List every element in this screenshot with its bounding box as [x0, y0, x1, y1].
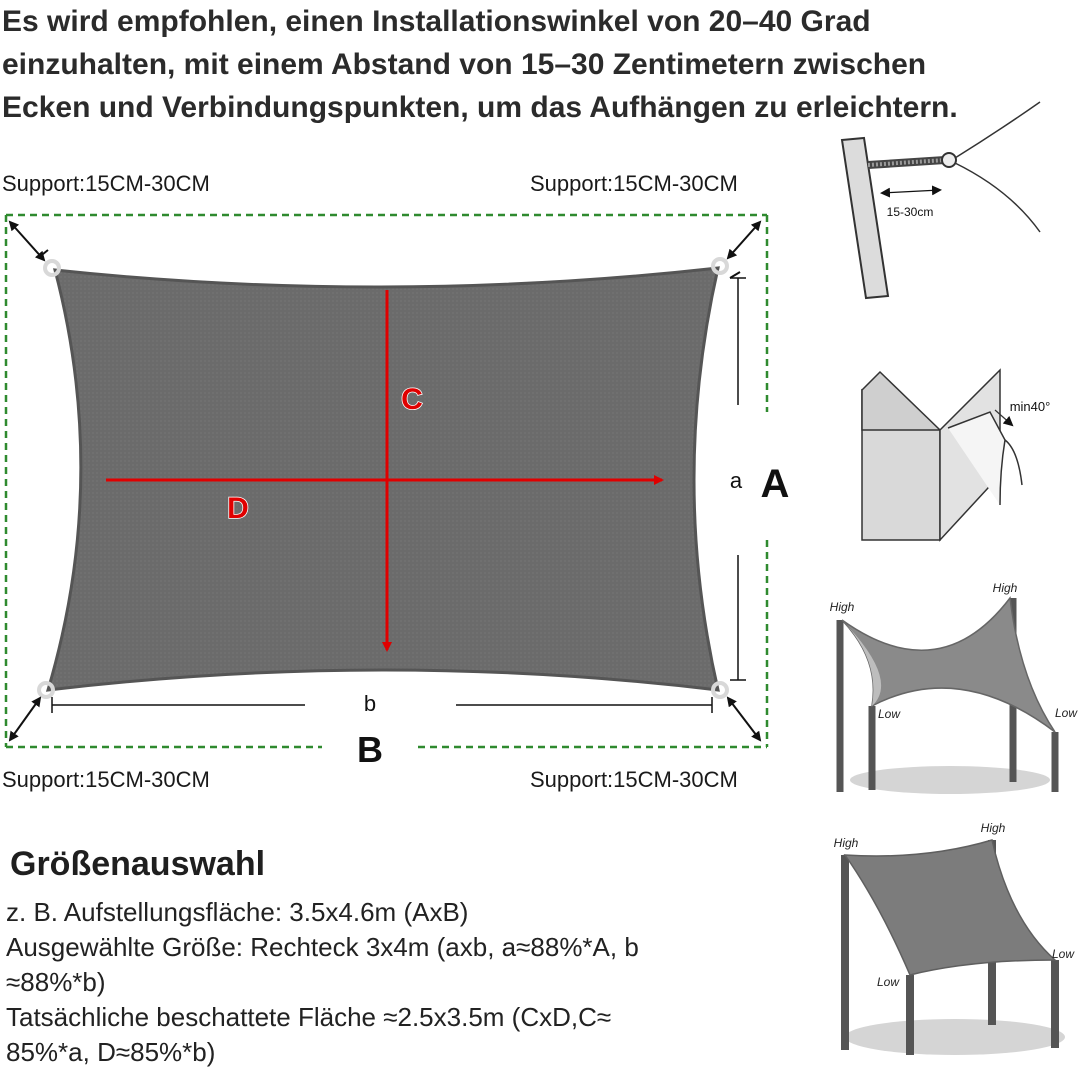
low-label-3: Low: [876, 975, 900, 989]
hypar-illustration-1: [830, 581, 1079, 794]
header-line-2: einzuhalten, mit einem Abstand von 15–30 Zentimetern zwischen: [2, 48, 927, 81]
size-selection-body: [6, 895, 806, 1070]
support-label-bottom-right: Support:15CM-30CM: [530, 767, 738, 792]
low-label-2: Low: [1054, 706, 1078, 720]
size-selection-title: Größenauswahl: [10, 845, 266, 883]
label-c: C: [401, 383, 423, 416]
dimension-b: [52, 697, 712, 713]
angle-label: min40°: [1009, 399, 1051, 414]
size-line-4: Tatsächliche beschattete Fläche ≈2.5x3.5m (CxD,C≈: [6, 1002, 612, 1032]
support-label-top-left: Support:15CM-30CM: [2, 171, 210, 196]
high-label-2: High: [992, 581, 1018, 595]
high-label-1: High: [829, 600, 855, 614]
label-b: b: [363, 691, 377, 716]
high-label-4: High: [980, 821, 1006, 835]
angle-illustration: [862, 370, 1050, 540]
size-line-1: z. B. Aufstellungsfläche: 3.5x4.6m (AxB): [6, 897, 469, 927]
support-label-bottom-left: Support:15CM-30CM: [2, 767, 210, 792]
label-d: D: [227, 492, 249, 525]
size-line-2: Ausgewählte Größe: Rechteck 3x4m (axb, a≈88%*A, b: [6, 932, 639, 962]
label-a: a: [729, 468, 743, 493]
support-label-top-right: Support:15CM-30CM: [530, 171, 738, 196]
size-line-3: ≈88%*b): [6, 967, 106, 997]
header-line-3: Ecken und Verbindungspunkten, um das Aufhängen zu erleichtern.: [2, 91, 958, 124]
hypar-illustration-2: [834, 821, 1076, 1055]
label-B: B: [357, 729, 383, 770]
wall-mount-illustration: [842, 102, 1040, 298]
size-line-5: 85%*a, D≈85%*b): [6, 1037, 216, 1067]
low-label-1: Low: [877, 707, 901, 721]
header-line-1: Es wird empfohlen, einen Installationswinkel von 20–40 Grad: [2, 5, 871, 38]
low-label-4: Low: [1051, 947, 1075, 961]
distance-label: 15-30cm: [886, 205, 934, 219]
high-label-3: High: [833, 836, 859, 850]
label-A: A: [760, 462, 790, 506]
